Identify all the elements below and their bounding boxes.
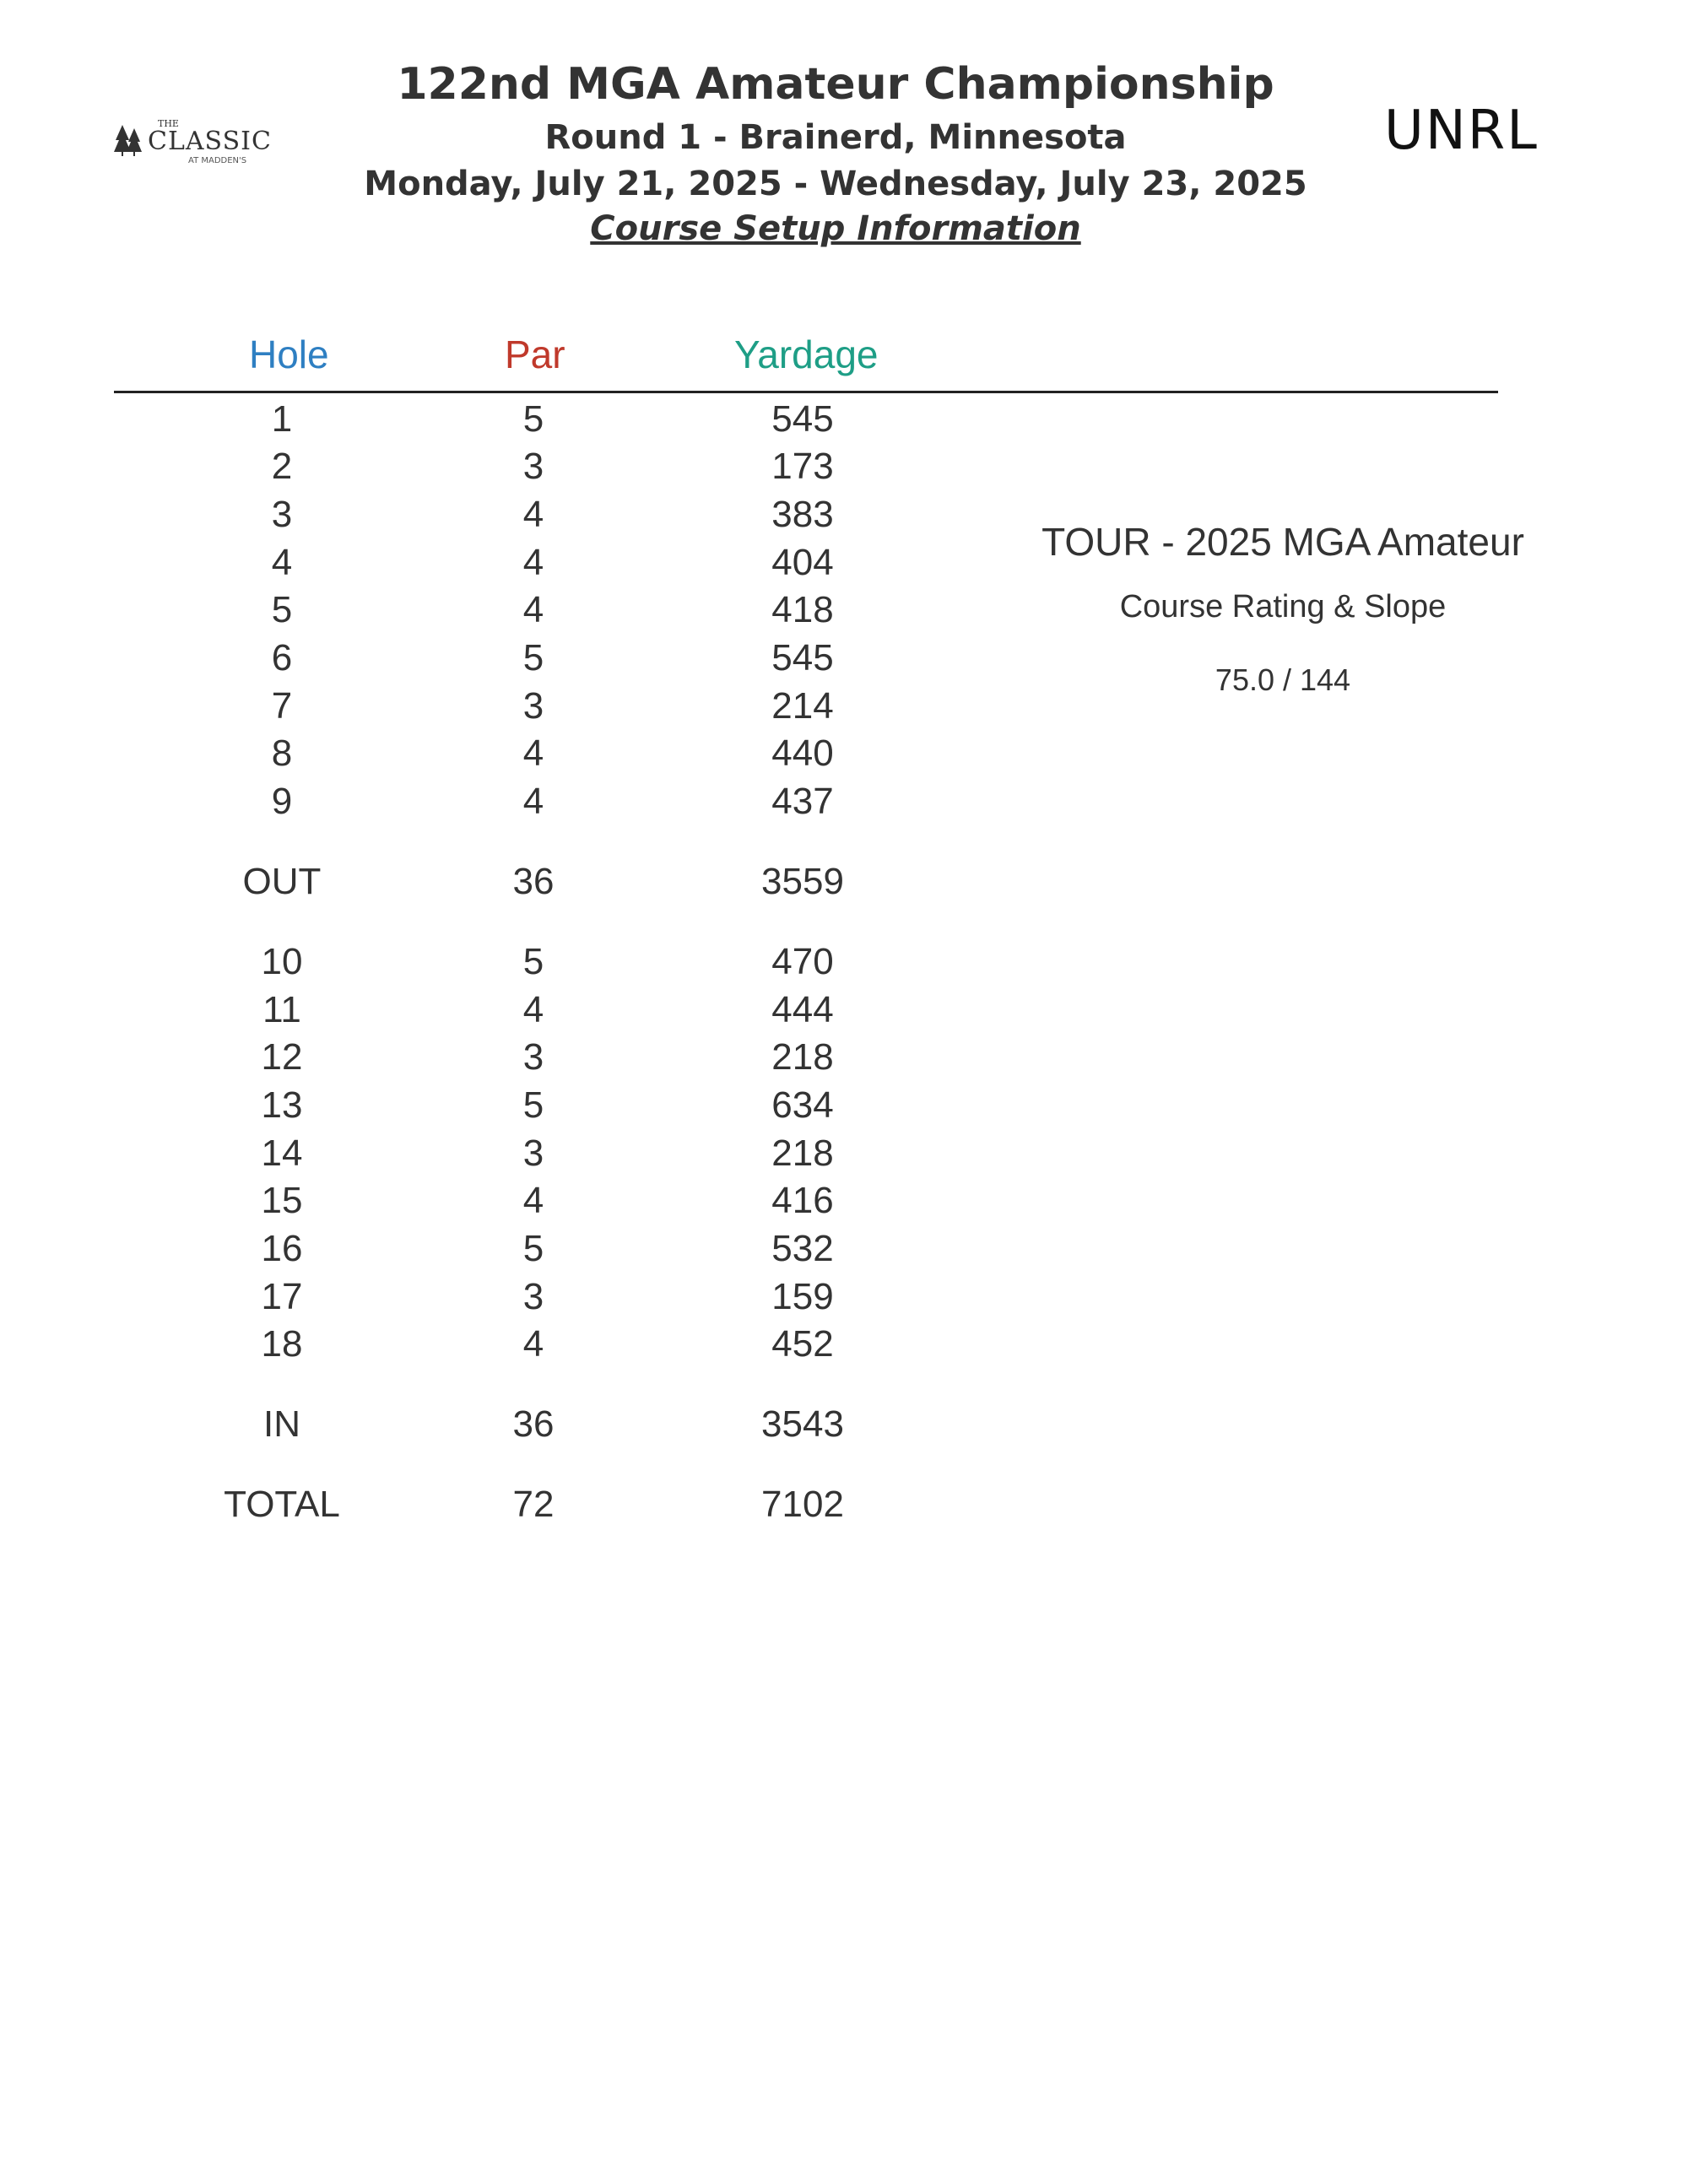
hole-number: 10 <box>261 941 303 982</box>
rating-slope-value: 75.0 / 144 <box>1215 662 1351 697</box>
table-row <box>0 989 928 1036</box>
hole-par: 4 <box>522 733 544 774</box>
hole-number: 1 <box>271 398 293 440</box>
hole-yardage: 218 <box>771 1133 834 1174</box>
hole-number: 18 <box>261 1323 303 1365</box>
table-row <box>0 1180 928 1227</box>
in-label: IN <box>263 1403 300 1445</box>
hole-par: 4 <box>522 542 544 583</box>
hole-yardage: 418 <box>771 589 834 630</box>
hole-yardage: 159 <box>771 1276 834 1317</box>
event-dates: Monday, July 21, 2025 - Wednesday, July 23, 2025 <box>364 165 1307 203</box>
hole-par: 4 <box>522 781 544 822</box>
hole-yardage: 383 <box>771 494 834 535</box>
logo-the-text: THE <box>158 118 179 129</box>
hole-number: 15 <box>261 1180 303 1221</box>
table-row <box>0 1133 928 1180</box>
hole-par: 4 <box>522 1180 544 1221</box>
hole-number: 13 <box>261 1084 303 1126</box>
hole-par: 4 <box>522 989 544 1030</box>
hole-number: 14 <box>261 1133 303 1174</box>
table-row <box>0 733 928 780</box>
in-total-row <box>0 1403 928 1451</box>
unrl-logo: UNRL <box>1384 100 1539 162</box>
hole-par: 5 <box>522 637 544 678</box>
hole-par: 4 <box>522 1323 544 1365</box>
table-row <box>0 685 928 733</box>
hole-number: 7 <box>271 685 293 727</box>
hole-par: 3 <box>522 446 544 487</box>
hole-par: 3 <box>522 1036 544 1078</box>
in-par: 36 <box>512 1403 555 1445</box>
grand-total-row <box>0 1484 928 1531</box>
table-row <box>0 1036 928 1084</box>
column-header-yardage: Yardage <box>734 332 879 376</box>
hole-number: 9 <box>271 781 293 822</box>
header-divider <box>114 391 1498 393</box>
hole-par: 3 <box>522 1133 544 1174</box>
table-row <box>0 398 928 446</box>
hole-yardage: 470 <box>771 941 834 982</box>
table-row <box>0 781 928 828</box>
table-row <box>0 637 928 684</box>
out-label: OUT <box>242 861 322 902</box>
round-location: Round 1 - Brainerd, Minnesota <box>544 118 1127 157</box>
tour-label: TOUR - 2025 MGA Amateur <box>1041 520 1524 564</box>
hole-number: 5 <box>271 589 293 630</box>
hole-par: 3 <box>522 685 544 727</box>
hole-yardage: 444 <box>771 989 834 1030</box>
table-row <box>0 941 928 988</box>
logo-sub-text: AT MADDEN'S <box>188 156 247 165</box>
table-row <box>0 1276 928 1323</box>
table-row <box>0 1084 928 1132</box>
total-par: 72 <box>512 1484 555 1525</box>
table-row <box>0 1323 928 1370</box>
hole-yardage: 532 <box>771 1228 834 1269</box>
page-title: 122nd MGA Amateur Championship <box>397 59 1274 110</box>
hole-yardage: 437 <box>771 781 834 822</box>
table-row <box>0 542 928 589</box>
hole-number: 3 <box>271 494 293 535</box>
hole-par: 4 <box>522 589 544 630</box>
hole-par: 5 <box>522 398 544 440</box>
hole-par: 5 <box>522 1228 544 1269</box>
hole-yardage: 214 <box>771 685 834 727</box>
hole-number: 17 <box>261 1276 303 1317</box>
rating-label: Course Rating & Slope <box>1119 589 1447 624</box>
hole-yardage: 634 <box>771 1084 834 1126</box>
hole-par: 5 <box>522 941 544 982</box>
column-header-par: Par <box>505 332 565 376</box>
hole-par: 3 <box>522 1276 544 1317</box>
hole-number: 12 <box>261 1036 303 1078</box>
hole-number: 16 <box>261 1228 303 1269</box>
hole-number: 2 <box>271 446 293 487</box>
hole-yardage: 452 <box>771 1323 834 1365</box>
classic-logo <box>114 118 272 169</box>
column-header-hole: Hole <box>249 332 329 376</box>
out-par: 36 <box>512 861 555 902</box>
hole-yardage: 173 <box>771 446 834 487</box>
in-yardage: 3543 <box>761 1403 844 1445</box>
logo-classic-text: CLASSIC <box>148 127 272 156</box>
hole-yardage: 545 <box>771 637 834 678</box>
hole-yardage: 404 <box>771 542 834 583</box>
section-heading: Course Setup Information <box>590 209 1081 248</box>
hole-number: 4 <box>271 542 293 583</box>
hole-number: 8 <box>271 733 293 774</box>
hole-yardage: 416 <box>771 1180 834 1221</box>
out-yardage: 3559 <box>761 861 844 902</box>
hole-par: 5 <box>522 1084 544 1126</box>
hole-par: 4 <box>522 494 544 535</box>
table-row <box>0 446 928 493</box>
out-total-row <box>0 861 928 908</box>
hole-number: 11 <box>262 989 301 1030</box>
pine-trees-icon <box>114 123 144 157</box>
table-row <box>0 589 928 636</box>
hole-number: 6 <box>271 637 293 678</box>
total-yardage: 7102 <box>761 1484 844 1525</box>
hole-yardage: 440 <box>771 733 834 774</box>
hole-yardage: 545 <box>771 398 834 440</box>
table-row <box>0 494 928 541</box>
total-label: TOTAL <box>224 1484 340 1525</box>
table-row <box>0 1228 928 1275</box>
hole-yardage: 218 <box>771 1036 834 1078</box>
